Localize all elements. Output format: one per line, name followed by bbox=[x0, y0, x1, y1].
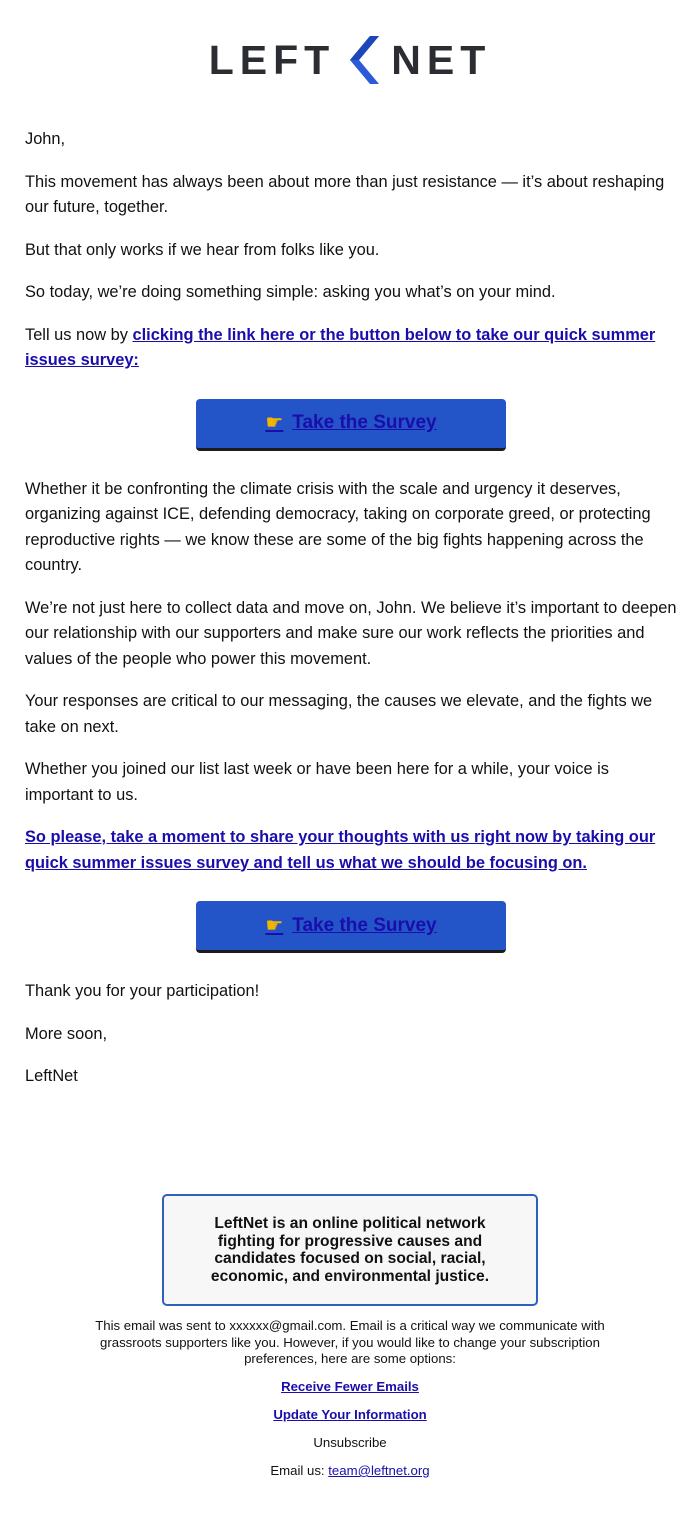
chevron-logo-icon bbox=[343, 36, 379, 84]
unsubscribe-link[interactable]: Unsubscribe bbox=[313, 1435, 387, 1450]
closing-signature: LeftNet bbox=[25, 1067, 78, 1085]
survey-link[interactable]: clicking the link here or the button below to take our quick summer issues survey: bbox=[25, 325, 656, 369]
take-survey-label: Take the Survey bbox=[292, 412, 437, 434]
paragraph: This movement has always been about more than just resistance — it’s about reshaping our future, together. bbox=[25, 172, 665, 216]
logo-left-word: LEFT bbox=[208, 36, 336, 83]
email-us-label: Email us: bbox=[270, 1463, 329, 1478]
receive-fewer-emails-link[interactable]: Receive Fewer Emails bbox=[281, 1379, 419, 1394]
paragraph: So today, we’re doing something simple: asking you what’s on your mind. bbox=[25, 283, 556, 301]
button-row bbox=[25, 901, 677, 953]
update-information-link[interactable]: Update Your Information bbox=[273, 1407, 427, 1422]
pointing-hand-icon: ☛ bbox=[265, 914, 284, 937]
logo-right-word: NET bbox=[391, 36, 492, 83]
leftnet-logo[interactable] bbox=[0, 34, 700, 86]
tell-us-paragraph bbox=[25, 323, 677, 374]
paragraph: We’re not just here to collect data and move on, John. We believe it’s important to deepen our relationship with our supporters and make sure our work reflects the priorities and values of the people who power this movement. bbox=[25, 598, 677, 668]
tell-us-prefix: Tell us now by bbox=[25, 325, 133, 344]
please-paragraph bbox=[25, 825, 677, 876]
paragraph: Whether it be confronting the climate crisis with the scale and urgency it deserves, organizing against ICE, defending democracy, taking on corporate greed, or protecting reproductive rights — we know these are some of the big fights happening across the country. bbox=[25, 479, 651, 574]
take-survey-button[interactable] bbox=[196, 399, 506, 451]
paragraph: Your responses are critical to our messaging, the causes we elevate, and the fights we take on next. bbox=[25, 692, 653, 736]
footer-notice: This email was sent to xxxxxx@gmail.com. Email is a critical way we communicate with grassroots supporters like you. However, if you would like to change your subscription preferences, here are some options: bbox=[95, 1318, 605, 1366]
footer-links bbox=[0, 1379, 700, 1491]
survey-link-2[interactable]: So please, take a moment to share your thoughts with us right now by taking our quick summer issues survey and tell us what we should be focusing on. bbox=[25, 828, 656, 872]
greeting: John, bbox=[25, 130, 66, 148]
take-survey-button-2[interactable] bbox=[196, 901, 506, 953]
closing-thanks: Thank you for your participation! bbox=[25, 982, 260, 1000]
pointing-hand-icon: ☛ bbox=[265, 412, 284, 434]
paragraph: Whether you joined our list last week or have been here for a while, your voice is important to us. bbox=[25, 760, 609, 804]
email-address-link[interactable]: team@leftnet.org bbox=[328, 1463, 430, 1478]
take-survey-label: Take the Survey bbox=[292, 914, 437, 936]
about-box: LeftNet is an online political network fighting for progressive causes and candidates focused on social, racial, economic, and environmental justice. bbox=[162, 1194, 538, 1306]
paragraph: But that only works if we hear from folks like you. bbox=[25, 240, 380, 259]
closing-signoff: More soon, bbox=[25, 1024, 107, 1043]
button-row bbox=[25, 399, 677, 451]
email-body bbox=[25, 127, 677, 1107]
